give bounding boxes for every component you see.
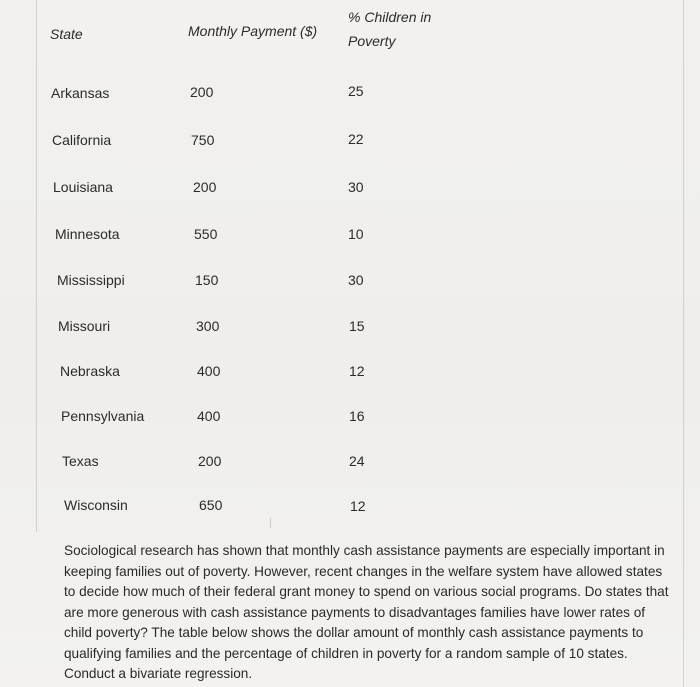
cell-poverty: 30 <box>348 179 364 195</box>
cell-payment: 400 <box>197 408 221 424</box>
cell-state: California <box>52 132 112 148</box>
cell-poverty: 22 <box>348 131 364 147</box>
cell-payment: 200 <box>190 84 214 100</box>
cell-payment: 200 <box>198 453 222 469</box>
cell-poverty: 15 <box>349 318 365 334</box>
cell-payment: 150 <box>195 272 219 288</box>
cell-payment: 650 <box>199 497 223 513</box>
cell-state: Wisconsin <box>64 497 128 513</box>
cell-state: Texas <box>62 453 99 469</box>
cell-poverty: 12 <box>349 363 365 379</box>
header-children-poverty-line1: % Children in <box>348 9 432 25</box>
table-left-border <box>36 0 37 532</box>
cell-payment: 300 <box>196 318 220 334</box>
cell-payment: 200 <box>193 179 217 195</box>
cell-payment: 400 <box>197 363 221 379</box>
cell-state: Missouri <box>58 318 111 334</box>
cell-state: Minnesota <box>55 226 120 242</box>
table-right-border <box>683 0 684 687</box>
cell-state: Nebraska <box>60 363 120 379</box>
cell-poverty: 12 <box>350 498 366 514</box>
cell-state: Arkansas <box>51 85 110 101</box>
cell-state: Pennsylvania <box>61 408 145 424</box>
question-paragraph: Sociological research has shown that monthly cash assistance payments are especially important in keeping families out of poverty. However, recent changes in the welfare system have allowed states to decide how much of their federal grant money to spend on various social programs. Do states that are more generous with cash assistance payments to disadvantages families have lower rates of child poverty? The table below shows the dollar amount of monthly cash assistance payments to qualifying families and the percentage of children in poverty for a random sample of 10 states. Conduct a bivariate regression. <box>64 543 669 681</box>
header-children-poverty-line2: Poverty <box>348 33 396 49</box>
header-state: State <box>50 26 83 42</box>
cell-poverty: 25 <box>348 83 364 99</box>
cell-state: Mississippi <box>57 272 125 288</box>
cell-poverty: 30 <box>348 272 364 288</box>
cell-state: Louisiana <box>53 179 113 195</box>
cell-poverty: 16 <box>349 408 365 424</box>
cell-poverty: 10 <box>348 226 364 242</box>
header-monthly-payment: Monthly Payment ($) <box>188 23 318 39</box>
cell-poverty: 24 <box>349 453 365 469</box>
cell-payment: 550 <box>194 226 218 242</box>
cell-payment: 750 <box>191 132 215 148</box>
divider-tick <box>270 518 271 528</box>
